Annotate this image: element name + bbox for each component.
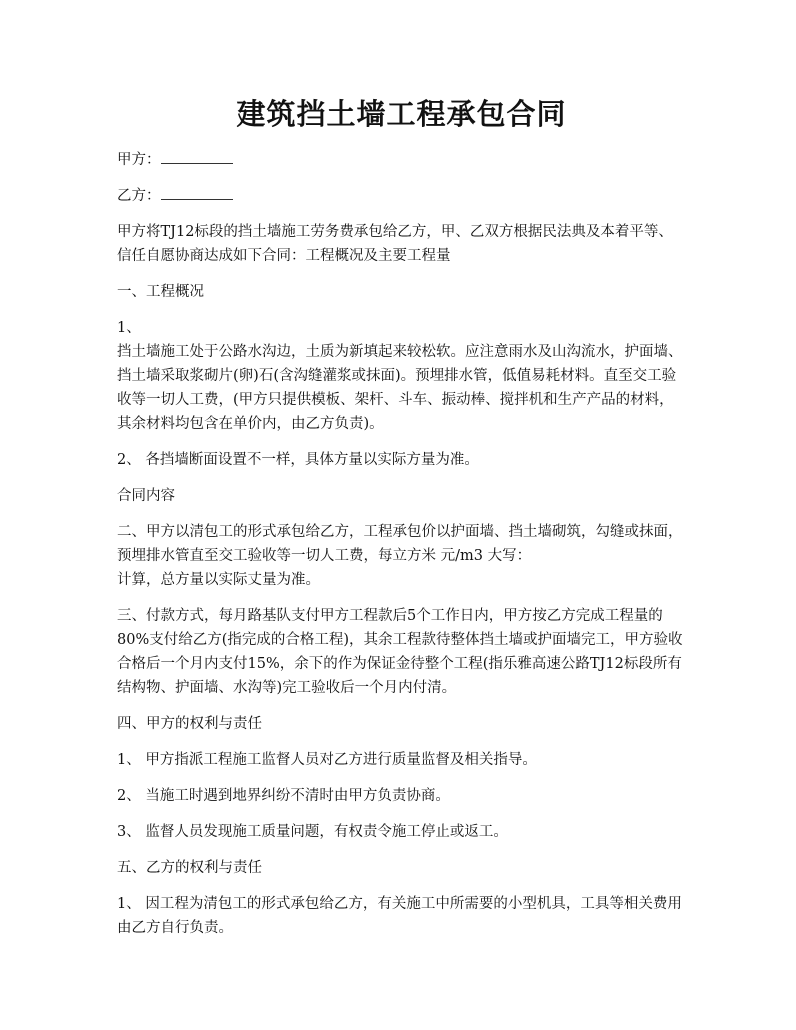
section-1-item-1 bbox=[117, 316, 686, 436]
section-5-heading: 五、乙方的权利与责任 bbox=[117, 860, 262, 876]
document-title: 建筑挡土墙工程承包合同 bbox=[236, 97, 567, 131]
section-2-line-1: 二、甲方以清包工的形式承包给乙方，工程承包价以护面墙、挡土墙砌筑，勾缝或抹面，预埋排水管直至交工验收等一切人工费，每立方米 元/m3 大写： bbox=[117, 524, 683, 564]
section-4-item-2: 2、 当施工时遇到地界纠纷不清时由甲方负责协商。 bbox=[117, 788, 450, 804]
section-4-heading: 四、甲方的权利与责任 bbox=[117, 716, 262, 732]
document-body bbox=[117, 148, 686, 940]
section-2-line-2: 计算，总方量以实际丈量为准。 bbox=[117, 572, 320, 588]
section-1-item-1-number: 1、 bbox=[117, 320, 141, 336]
intro-paragraph: 甲方将TJ12标段的挡土墙施工劳务费承包给乙方，甲、乙双方根据民法典及本着平等、信任自愿协商达成如下合同：工程概况及主要工程量 bbox=[117, 224, 673, 264]
section-5-item-1: 1、 因工程为清包工的形式承包给乙方，有关施工中所需要的小型机具，工具等相关费用由乙方自行负责。 bbox=[117, 896, 682, 936]
party-b-line bbox=[117, 184, 686, 208]
party-b-blank bbox=[161, 185, 233, 200]
section-1-heading: 一、工程概况 bbox=[117, 284, 204, 300]
section-4-item-1: 1、 甲方指派工程施工监督人员对乙方进行质量监督及相关指导。 bbox=[117, 752, 537, 768]
section-3-paragraph: 三、付款方式，每月路基队支付甲方工程款后5个工作日内，甲方按乙方完成工程量的80%支付给乙方(指完成的合格工程)，其余工程款待整体挡土墙或护面墙完工，甲方验收合格后一个月内支付15%，余下的作为保证金待整个工程(指乐雅高速公路TJ12标段所有结构物、护面墙、水沟等)完工验收后一个月内付清。 bbox=[117, 608, 683, 696]
party-a-blank bbox=[161, 149, 233, 164]
section-2-paragraph bbox=[117, 520, 686, 592]
contract-content-heading: 合同内容 bbox=[117, 488, 175, 504]
party-a-line bbox=[117, 148, 686, 172]
party-b-label: 乙方： bbox=[117, 188, 161, 204]
section-1-item-2: 2、 各挡墙断面设置不一样，具体方量以实际方量为准。 bbox=[117, 452, 479, 468]
section-1-item-1-text: 挡土墙施工处于公路水沟边，土质为新填起来较松软。应注意雨水及山沟流水，护面墙、挡土墙采取浆砌片(卵)石(含沟缝灌浆或抹面)。预埋排水管，低值易耗材料。直至交工验收等一切人工费，(甲方只提供模板、架杆、斗车、振动棒、搅拌机和生产产品的材料，其余材料均包含在单价内，由乙方负责)。 bbox=[117, 344, 683, 432]
section-4-item-3: 3、 监督人员发现施工质量问题，有权责令施工停止或返工。 bbox=[117, 824, 508, 840]
party-a-label: 甲方： bbox=[117, 152, 161, 168]
